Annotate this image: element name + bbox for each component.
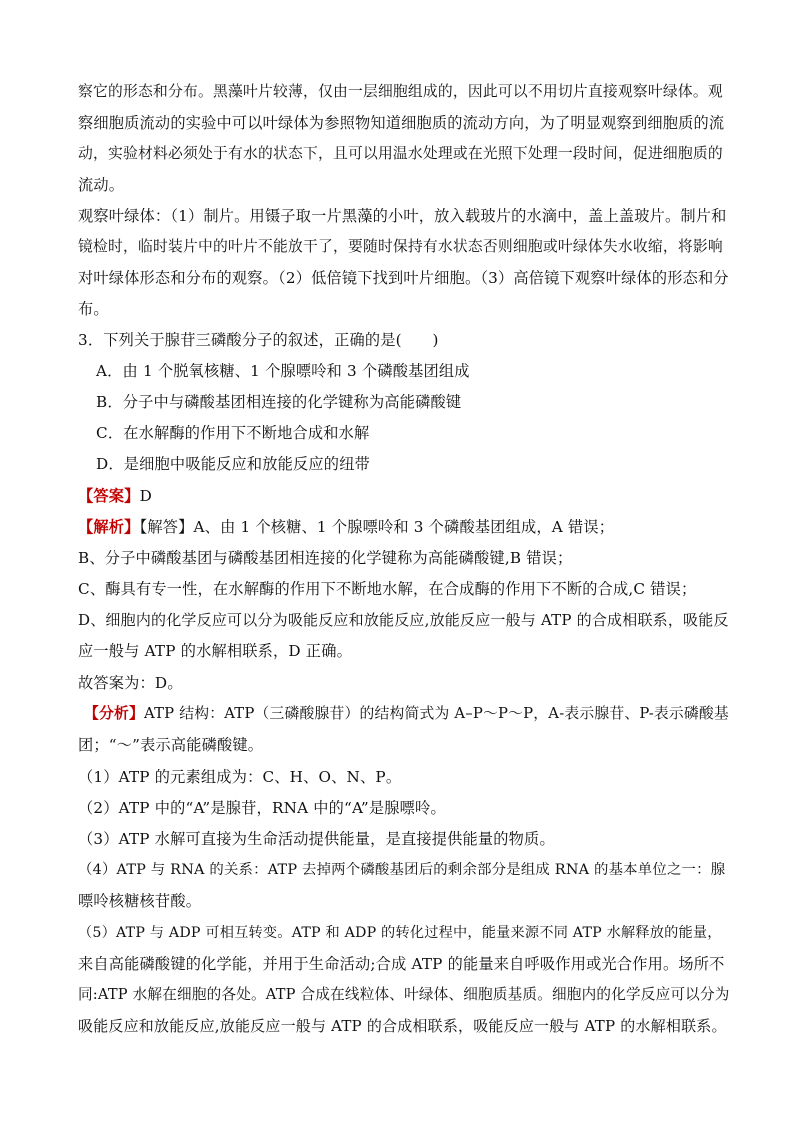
fenxi-line: （4）ATP 与 RNA 的关系：ATP 去掉两个磷酸基团后的剩余部分是组成 RNA 的基本单位之一：腺 xyxy=(78,862,726,878)
analysis-first-line: 【解答】A、由 1 个核糖、1 个腺嘌呤和 3 个磷酸基团组成，A 错误； xyxy=(139,518,615,536)
fenxi-line: （2）ATP 中的“A”是腺苷，RNA 中的“A”是腺嘌呤。 xyxy=(78,799,446,817)
analysis-label: 【解析】 xyxy=(78,518,140,536)
answer-line xyxy=(78,486,152,506)
fenxi-line: 来自高能磷酸键的化学能，并用于生命活动;合成 ATP 的能量来自呼吸作用或光合作用。场所不 xyxy=(78,955,725,973)
question-stem: 3．下列关于腺苷三磷酸分子的叙述，正确的是( ) xyxy=(78,331,439,349)
intro-line: 流动。 xyxy=(78,176,125,194)
fenxi-line: 团；“～”表示高能磷酸键。 xyxy=(78,736,264,754)
answer-value: D xyxy=(139,487,152,505)
fenxi-line: （1）ATP 的元素组成为：C、H、O、N、P。 xyxy=(78,768,402,786)
fenxi-line: 嘌呤核糖核苷酸。 xyxy=(78,892,202,910)
analysis-line: B、分子中磷酸基团与磷酸基团相连接的化学键称为高能磷酸键,B 错误； xyxy=(78,549,573,567)
option-c: C．在水解酶的作用下不断地合成和水解 xyxy=(96,424,370,442)
option-b: B．分子中与磷酸基团相连接的化学键称为高能磷酸键 xyxy=(96,393,462,411)
intro-line: 察它的形态和分布。黑藻叶片较薄，仅由一层细胞组成的，因此可以不用切片直接观察叶绿体。观 xyxy=(78,83,723,100)
fenxi-line: 同:ATP 水解在细胞的各处。ATP 合成在线粒体、叶绿体、细胞质基质。细胞内的化学反应可以分为 xyxy=(78,986,730,1003)
option-a: A．由 1 个脱氧核糖、1 个腺嘌呤和 3 个磷酸基团组成 xyxy=(96,362,470,380)
fenxi-first-line: ATP 结构：ATP（三磷酸腺苷）的结构简式为 A–P～P～P，A-表示腺苷、P-表示磷酸基 xyxy=(144,705,729,722)
intro-line: 对叶绿体形态和分布的观察。（2）低倍镜下找到叶片细胞。（3）高倍镜下观察叶绿体的形态和分 xyxy=(78,269,729,287)
fenxi-line: 吸能反应和放能反应,放能反应一般与 ATP 的合成相联系，吸能反应一般与 ATP 的水解相联系。 xyxy=(78,1017,727,1035)
intro-line: 动，实验材料必须处于有水的状态下，且可以用温水处理或在光照下处理一段时间，促进细胞质的 xyxy=(78,145,723,162)
intro-line: 镜检时，临时装片中的叶片不能放干了，要随时保持有水状态否则细胞或叶绿体失水收缩，将影响 xyxy=(78,238,723,255)
analysis-line: 应一般与 ATP 的水解相联系，D 正确。 xyxy=(78,642,352,660)
intro-line: 布。 xyxy=(78,300,109,318)
analysis-line: C、酶具有专一性，在水解酶的作用下不断地水解，在合成酶的作用下不断的合成,C 错误； xyxy=(78,580,697,598)
analysis-line xyxy=(78,517,614,537)
intro-line: 察细胞质流动的实验中可以叶绿体为参照物知道细胞质的流动方向，为了明显观察到细胞质的流 xyxy=(78,114,725,132)
option-d: D．是细胞中吸能反应和放能反应的纽带 xyxy=(96,455,370,473)
fenxi-line xyxy=(84,704,729,724)
fenxi-label: 【分析】 xyxy=(84,705,144,722)
analysis-line: D、细胞内的化学反应可以分为吸能反应和放能反应,放能反应一般与 ATP 的合成相联系，吸能反 xyxy=(78,611,729,629)
answer-label: 【答案】 xyxy=(78,487,140,505)
intro-line: 观察叶绿体：（1）制片。用镊子取一片黑藻的小叶，放入载玻片的水滴中，盖上盖玻片。制片和 xyxy=(78,207,727,225)
analysis-conclusion: 故答案为：D。 xyxy=(78,674,183,692)
fenxi-line: （3）ATP 水解可直接为生命活动提供能量，是直接提供能量的物质。 xyxy=(78,830,555,848)
fenxi-line: （5）ATP 与 ADP 可相互转变。ATP 和 ADP 的转化过程中，能量来源不同 ATP 水解释放的能量， xyxy=(78,925,722,941)
